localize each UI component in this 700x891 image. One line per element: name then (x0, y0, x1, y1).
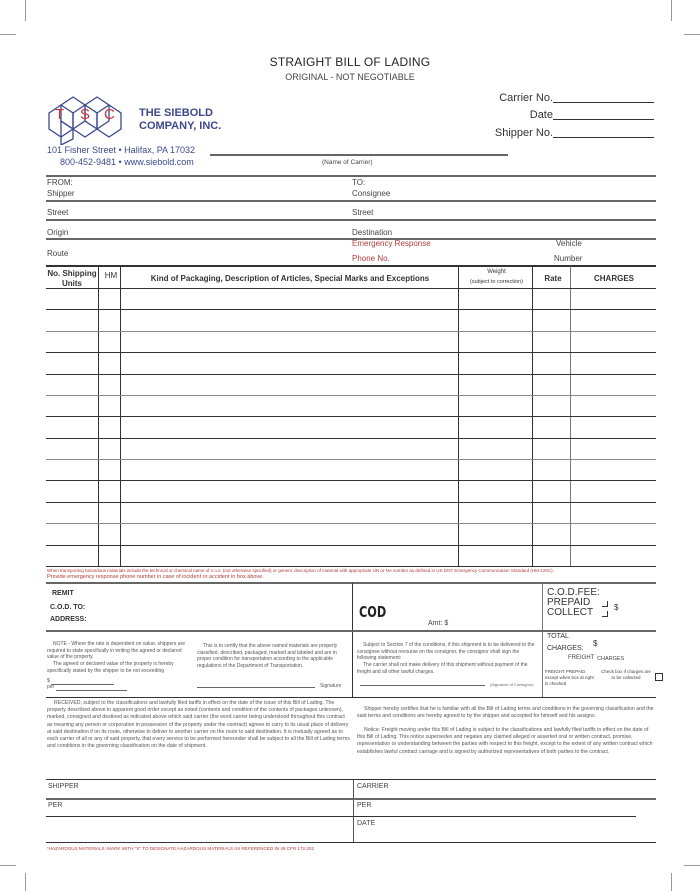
crop-mark (671, 873, 672, 891)
total-label: TOTAL (547, 633, 569, 640)
hazmat-note: When transporting hazardous materials include the technical or chemical name of n.o.s. (not otherwise specified) or generic description of material with appropriate UN or NA number as defined in US DOT Emergency Communication Standard (HM-126C). (47, 568, 554, 573)
carrier-name-field[interactable] (210, 154, 508, 156)
freight-notice: Notice: Freight moving under this Bill of Lading is subject to the classifications and lawfully filed tariffs in effect on the date of this Bill of Lading. This notice supersedes and negates any claimed alleged or asserted oral or written contract, promise, representation or understanding between the parties with respect to this freight, except to the extent of any written contract which establishes lawful contract carriage and is signed by authorized representatives of both parties to the contract. (357, 727, 653, 755)
col-description: Kind of Packaging, Description of Articles, Special Marks and Exceptions (150, 274, 430, 283)
divider (46, 566, 656, 567)
cod-address-field[interactable]: ADDRESS: (50, 616, 87, 623)
value-note-2: The agreed or declared value of the property is hereby specifically stated by the shipper to be not exceeding (47, 661, 174, 674)
col-shipping-units: No. Shipping Units (47, 269, 97, 288)
col-divider (353, 780, 354, 842)
divider (46, 265, 656, 267)
table-row[interactable] (46, 310, 656, 329)
freight-charges-label: CHARGES (597, 656, 625, 662)
freight-label: FREIGHT (568, 655, 595, 661)
from-label: FROM: (47, 178, 73, 187)
logo-letter-t: T (55, 106, 65, 123)
date-label: Date (529, 109, 553, 121)
destination-field[interactable]: Destination (352, 228, 393, 237)
certify-statement: This is to certify that the above named materials are properly classified, described, packaged, marked and labeled and are in proper condition for transportation according to the applicable regulations of the Department of Transportation. (197, 643, 338, 669)
table-row[interactable] (46, 353, 656, 372)
divider (46, 798, 656, 800)
collect-charges-checkbox[interactable] (655, 673, 663, 681)
logo-letter-s: S (80, 106, 91, 123)
declared-value-field[interactable] (51, 684, 114, 685)
divider (46, 697, 656, 698)
crop-mark (25, 873, 26, 891)
declared-per-field[interactable] (56, 690, 127, 691)
prepaid-label: PREPAID (547, 597, 591, 608)
col-divider (542, 583, 543, 697)
table-row[interactable] (46, 503, 656, 522)
prepaid-checkbox[interactable] (602, 601, 608, 607)
freight-prepaid-note: FREIGHT PREPAID except when box at right is checked (545, 669, 594, 686)
col-charges: CHARGES (593, 274, 634, 283)
origin-field[interactable]: Origin (47, 228, 69, 237)
col-rate: Rate (544, 274, 562, 283)
logo-letter-c: C (104, 106, 115, 123)
divider (46, 816, 636, 817)
collect-label: COLLECT (547, 607, 594, 618)
total-dollar: $ (593, 639, 598, 648)
emergency-response-label: Emergency Response (352, 239, 431, 248)
table-row[interactable] (46, 375, 656, 394)
table-row[interactable] (46, 546, 656, 565)
consignee-label[interactable]: Consignee (352, 189, 391, 198)
vehicle-label: Vehicle (556, 239, 582, 248)
divider (46, 842, 656, 843)
company-address: 101 Fisher Street • Halifax, PA 17032 (47, 145, 196, 155)
table-row[interactable] (46, 332, 656, 351)
col-divider (352, 583, 353, 697)
crop-mark (0, 34, 16, 35)
table-row[interactable] (46, 417, 656, 436)
company-name-line1: THE SIEBOLD (139, 107, 213, 119)
page-title: STRAIGHT BILL OF LADING (269, 55, 431, 69)
divider (46, 582, 656, 584)
certify-signature-label: Signature (320, 683, 342, 689)
shipper-no-label: Shipper No. (494, 127, 553, 139)
divider (46, 175, 656, 177)
section7-statement: Subject to Section 7 of the conditions, if this shipment is to be delivered to the consignee without recourse on the consignor, the consignor shall sign the following statement: (357, 642, 535, 661)
col-weight: Weight (487, 269, 506, 275)
crop-mark (684, 34, 700, 35)
table-row[interactable] (46, 460, 656, 479)
company-contact: 800-452-9481 • www.siebold.com (60, 157, 194, 167)
table-row[interactable] (46, 289, 656, 308)
cod-heading: COD (359, 603, 387, 621)
divider (46, 219, 656, 221)
declared-per-label: per (47, 684, 55, 690)
crop-mark (0, 865, 16, 866)
carrier-date-field[interactable]: DATE (357, 820, 376, 827)
total-charges-label[interactable]: CHARGES: (547, 645, 584, 652)
cod-fee-dollar: $ (614, 603, 619, 612)
collect-checkbox[interactable] (602, 611, 608, 617)
table-row[interactable] (46, 396, 656, 415)
declared-value-dollar: $ (47, 678, 50, 684)
divider (46, 779, 656, 780)
shipper-signature-field[interactable]: SHIPPER (48, 783, 79, 790)
route-field[interactable]: Route (47, 249, 69, 258)
crop-mark (25, 0, 26, 21)
cod-to-field[interactable]: C.O.D. TO: (50, 604, 86, 611)
date-field[interactable] (553, 119, 654, 120)
hazmat-footer-note: *HAZARDOUS MATERIALS: MARK WITH "X" TO DESIGNATE HAZARDOUS MATERIALS AS REFERENCED IN 49 CFR 172.202 (47, 846, 315, 851)
shipper-no-field[interactable] (553, 137, 654, 138)
vehicle-number-field[interactable]: Number (554, 254, 583, 263)
section7-statement-2: The carrier shall not make delivery of this shipment without payment of the freight and all other lawful charges. (357, 662, 528, 675)
shipper-label[interactable]: Shipper (47, 189, 75, 198)
company-name-line2: COMPANY, INC. (139, 120, 222, 132)
consignor-signature-label: (Signature of Consignor) (490, 682, 534, 687)
table-row[interactable] (46, 524, 656, 543)
page-subtitle: ORIGINAL - NOT NEGOTIABLE (285, 72, 415, 82)
crop-mark (684, 865, 700, 866)
divider (46, 200, 656, 202)
shipper-per-field[interactable]: PER (48, 802, 63, 809)
emergency-note: Provide emergency response phone number in case of incident or accident in box above. (47, 574, 264, 580)
table-row[interactable] (46, 439, 656, 458)
value-note: NOTE - Where the rate is dependent on value, shippers are required to state specifically in writing the agreed or declared value of the property. (47, 641, 186, 660)
crop-mark (671, 0, 672, 21)
shipper-certification: Shipper hereby certifies that he is familiar with all the Bill of Lading terms and conditions in the governing classification and the said terms and conditions are hereby agreed to by the shipper and accepted for himself and his assigns. (357, 706, 654, 720)
carrier-signature-field[interactable]: CARRIER (357, 783, 389, 790)
received-terms: RECEIVED, subject to the classifications and lawfully filed tariffs in effect on the date of the issue of this Bill of Lading. The property described above in apparent good order except as noted (contents and condition of the contents of packages unknown), marked, consigned and destined as indicated above which said carrier (the word carrier being understood throughout this contract as meaning any person or corporation in possession of the property under the contract) agrees to carry to its usual place of delivery at said destination if on its route, otherwise to deliver to another carrier on the route to said destination. It is mutually agreed as to each carrier of all or any of said property, that every service to be performed hereunder shall be subject to all the Bill of Lading terms and conditions in the governing classification on the date of shipment. (47, 700, 350, 750)
carrier-no-label: Carrier No. (499, 92, 553, 104)
remit-label: REMIT (52, 590, 74, 597)
carrier-no-field[interactable] (553, 102, 654, 103)
to-label: TO: (352, 178, 366, 187)
collect-note: Check box if charges are to be collected (601, 669, 651, 680)
from-street-field[interactable]: Street (47, 208, 69, 217)
name-of-carrier-label: (Name of Carrier) (322, 159, 373, 166)
to-street-field[interactable]: Street (352, 208, 374, 217)
certify-signature-field[interactable] (197, 687, 315, 688)
table-row[interactable] (46, 481, 656, 500)
phone-no-field[interactable]: Phone No. (352, 254, 390, 263)
cod-amount-field[interactable]: Amt: $ (428, 620, 449, 627)
consignor-signature-field[interactable] (360, 685, 485, 686)
cod-fee-label: C.O.D.FEE: (547, 587, 600, 598)
col-weight-sub: (subject to correction) (470, 279, 523, 285)
carrier-per-field[interactable]: PER (357, 802, 372, 809)
divider (46, 630, 656, 632)
col-hm: HM (104, 271, 118, 280)
